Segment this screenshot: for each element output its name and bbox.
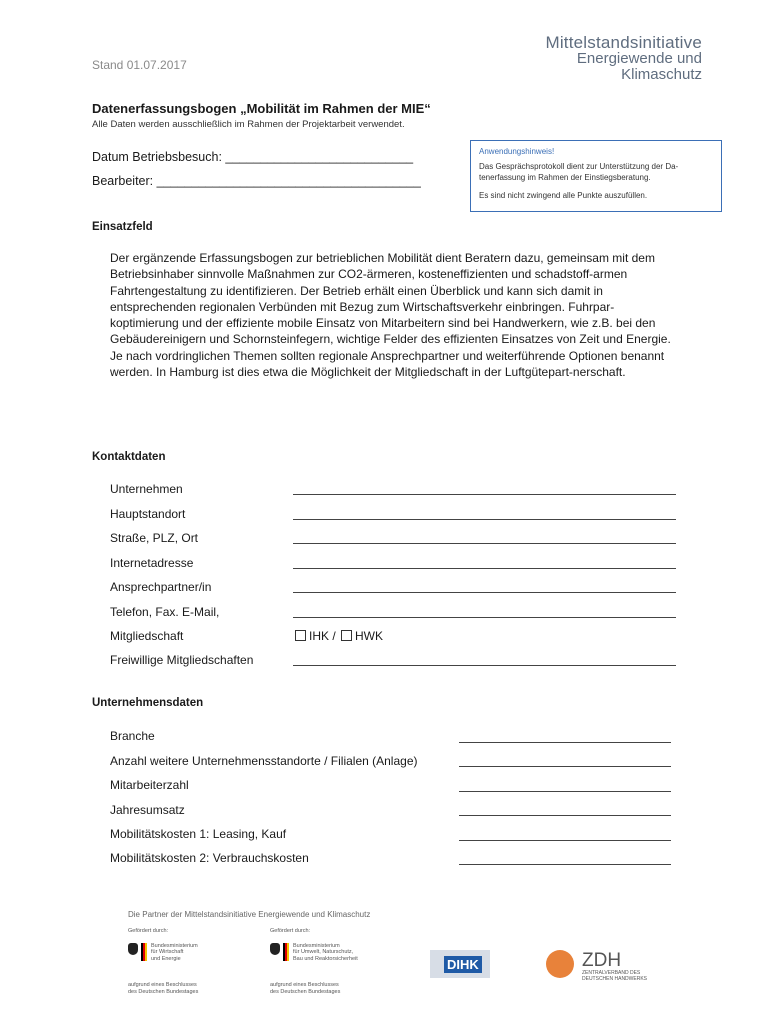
bmub-basis-2: des Deutschen Bundestages bbox=[270, 988, 341, 995]
contact-input-contact-person[interactable] bbox=[293, 592, 676, 593]
partners-title: Die Partner der Mittelstandsinitiative Energiewende und Klimaschutz bbox=[128, 910, 371, 919]
document-title: Datenerfassungsbogen „Mobilität im Rahmen der MIE“ bbox=[92, 101, 431, 116]
company-input-employees[interactable] bbox=[459, 791, 671, 792]
company-input-revenue[interactable] bbox=[459, 815, 671, 816]
company-label-locations: Anzahl weitere Unternehmensstandorte / Filialen (Anlage) bbox=[110, 754, 418, 768]
visit-date-field[interactable]: Datum Betriebsbesuch: ___________________________ bbox=[92, 150, 414, 164]
bmwi-funded-by: Gefördert durch: bbox=[128, 928, 169, 934]
section-heading-einsatzfeld: Einsatzfeld bbox=[92, 221, 153, 233]
logo-line-2: Energiewende und bbox=[576, 50, 702, 67]
bmub-line-1: Bundesministerium bbox=[293, 942, 340, 949]
einsatzfeld-paragraph-1: Der ergänzende Erfassungsbogen zur betrieblichen Mobilität dient Beratern dazu, gemeinsam mit dem Betriebsinhaber sinnvolle Maßnahmen zur CO2-ärmeren, kosteneffizienten und schadstoff-armen Fahrtengestaltung zu identifizieren. Der Betrieb erhält einen Überblick und kann sich damit in entsprechenden regionalen Verbünden mit Bezug zum Wirtschaftsverkehr einbringen. Fuhrpar-koptimierung und der effiziente mobile Einsatz von Mitarbeitern sind bei Handwerkern, wie z.B. bei den Gebäudereinigern und Schornsteinfegern, wichtige Felder des effizienten Einsatzes von Zeit und Energie. bbox=[110, 251, 671, 347]
partner-bmub bbox=[270, 928, 380, 995]
section-heading-unternehmensdaten: Unternehmensdaten bbox=[92, 697, 204, 709]
contact-label-membership: Mitgliedschaft bbox=[110, 629, 184, 643]
notice-text-2: Es sind nicht zwingend alle Punkte auszufüllen. bbox=[479, 190, 648, 200]
contact-label-company: Unternehmen bbox=[110, 482, 183, 496]
contact-input-voluntary[interactable] bbox=[293, 665, 676, 666]
company-input-locations[interactable] bbox=[459, 766, 671, 767]
zdh-subtitle bbox=[582, 970, 647, 982]
dihk-logo-text: DIHK bbox=[444, 956, 482, 973]
contact-input-address[interactable] bbox=[293, 543, 676, 544]
einsatzfeld-text bbox=[110, 250, 678, 380]
bmub-funded-by: Gefördert durch: bbox=[270, 928, 311, 934]
contact-label-website: Internetadresse bbox=[110, 556, 194, 570]
company-input-industry[interactable] bbox=[459, 742, 671, 743]
company-input-mobility-cost-1[interactable] bbox=[459, 840, 671, 841]
contact-label-headquarters: Hauptstandort bbox=[110, 507, 186, 521]
zdh-subtitle-2: DEUTSCHEN HANDWERKS bbox=[582, 976, 648, 982]
contact-label-address: Straße, PLZ, Ort bbox=[110, 531, 199, 545]
bmwi-line-2: für Wirtschaft bbox=[151, 949, 184, 955]
contact-input-company[interactable] bbox=[293, 494, 676, 495]
dihk-logo bbox=[430, 950, 490, 978]
zdh-logo-text: ZDH bbox=[582, 950, 622, 971]
company-label-mobility-cost-1: Mobilitätskosten 1: Leasing, Kauf bbox=[110, 827, 287, 841]
document-date: Stand 01.07.2017 bbox=[92, 58, 187, 72]
bmwi-line-1: Bundesministerium bbox=[151, 942, 198, 949]
bmwi-basis-1: aufgrund eines Beschlusses bbox=[128, 982, 197, 988]
bmub-basis-1: aufgrund eines Beschlusses bbox=[270, 982, 339, 988]
zdh-emblem-icon bbox=[546, 950, 574, 978]
ihk-label: IHK / bbox=[309, 629, 336, 643]
bmub-line-2: für Umwelt, Naturschutz, bbox=[293, 949, 354, 955]
contact-input-phone[interactable] bbox=[293, 617, 676, 618]
partner-bmwi bbox=[128, 928, 238, 995]
bmwi-line-3: und Energie bbox=[151, 955, 181, 962]
bmwi-eagle-icon bbox=[128, 943, 147, 963]
company-label-industry: Branche bbox=[110, 729, 155, 743]
bmub-eagle-icon bbox=[270, 943, 289, 963]
notice-heading: Anwendungshinweis! bbox=[479, 147, 555, 156]
company-input-mobility-cost-2[interactable] bbox=[459, 864, 671, 865]
contact-input-website[interactable] bbox=[293, 568, 676, 569]
bmwi-basis-2: des Deutschen Bundestages bbox=[128, 988, 199, 995]
contact-label-phone: Telefon, Fax. E-Mail, bbox=[110, 605, 220, 619]
notice-text-1: Das Gesprächsprotokoll dient zur Unterstützung der Da-tenerfassung im Rahmen der Einstiegsberatung. bbox=[479, 161, 679, 182]
hwk-label: HWK bbox=[355, 629, 384, 643]
usage-notice-box bbox=[470, 140, 722, 212]
bmub-line-3: Bau und Reaktorsicherheit bbox=[293, 955, 358, 962]
editor-field[interactable]: Bearbeiter: ______________________________________ bbox=[92, 174, 421, 188]
initiative-logo bbox=[545, 35, 702, 83]
membership-options bbox=[295, 629, 383, 643]
contact-label-contact-person: Ansprechpartner/in bbox=[110, 580, 212, 594]
contact-label-voluntary: Freiwillige Mitgliedschaften bbox=[110, 653, 254, 667]
section-heading-kontaktdaten: Kontaktdaten bbox=[92, 451, 166, 463]
logo-line-3: Klimaschutz bbox=[621, 66, 702, 83]
company-label-mobility-cost-2: Mobilitätskosten 2: Verbrauchskosten bbox=[110, 851, 309, 865]
contact-input-headquarters[interactable] bbox=[293, 519, 676, 520]
company-label-revenue: Jahresumsatz bbox=[110, 803, 185, 817]
company-label-employees: Mitarbeiterzahl bbox=[110, 778, 189, 792]
logo-line-1: Mittelstandsinitiative bbox=[545, 33, 702, 52]
zdh-subtitle-1: ZENTRALVERBAND DES bbox=[582, 970, 641, 976]
einsatzfeld-paragraph-2: Je nach vordringlichen Themen sollten regionale Ansprechpartner und weiterführende Optionen benannt werden. In Hamburg ist dies etwa die Möglichkeit der Mitgliedschaft in der Luftgütepart-nerschaft. bbox=[110, 348, 665, 380]
document-subtitle: Alle Daten werden ausschließlich im Rahmen der Projektarbeit verwendet. bbox=[92, 119, 405, 130]
hwk-checkbox[interactable] bbox=[341, 630, 352, 641]
ihk-checkbox[interactable] bbox=[295, 630, 306, 641]
